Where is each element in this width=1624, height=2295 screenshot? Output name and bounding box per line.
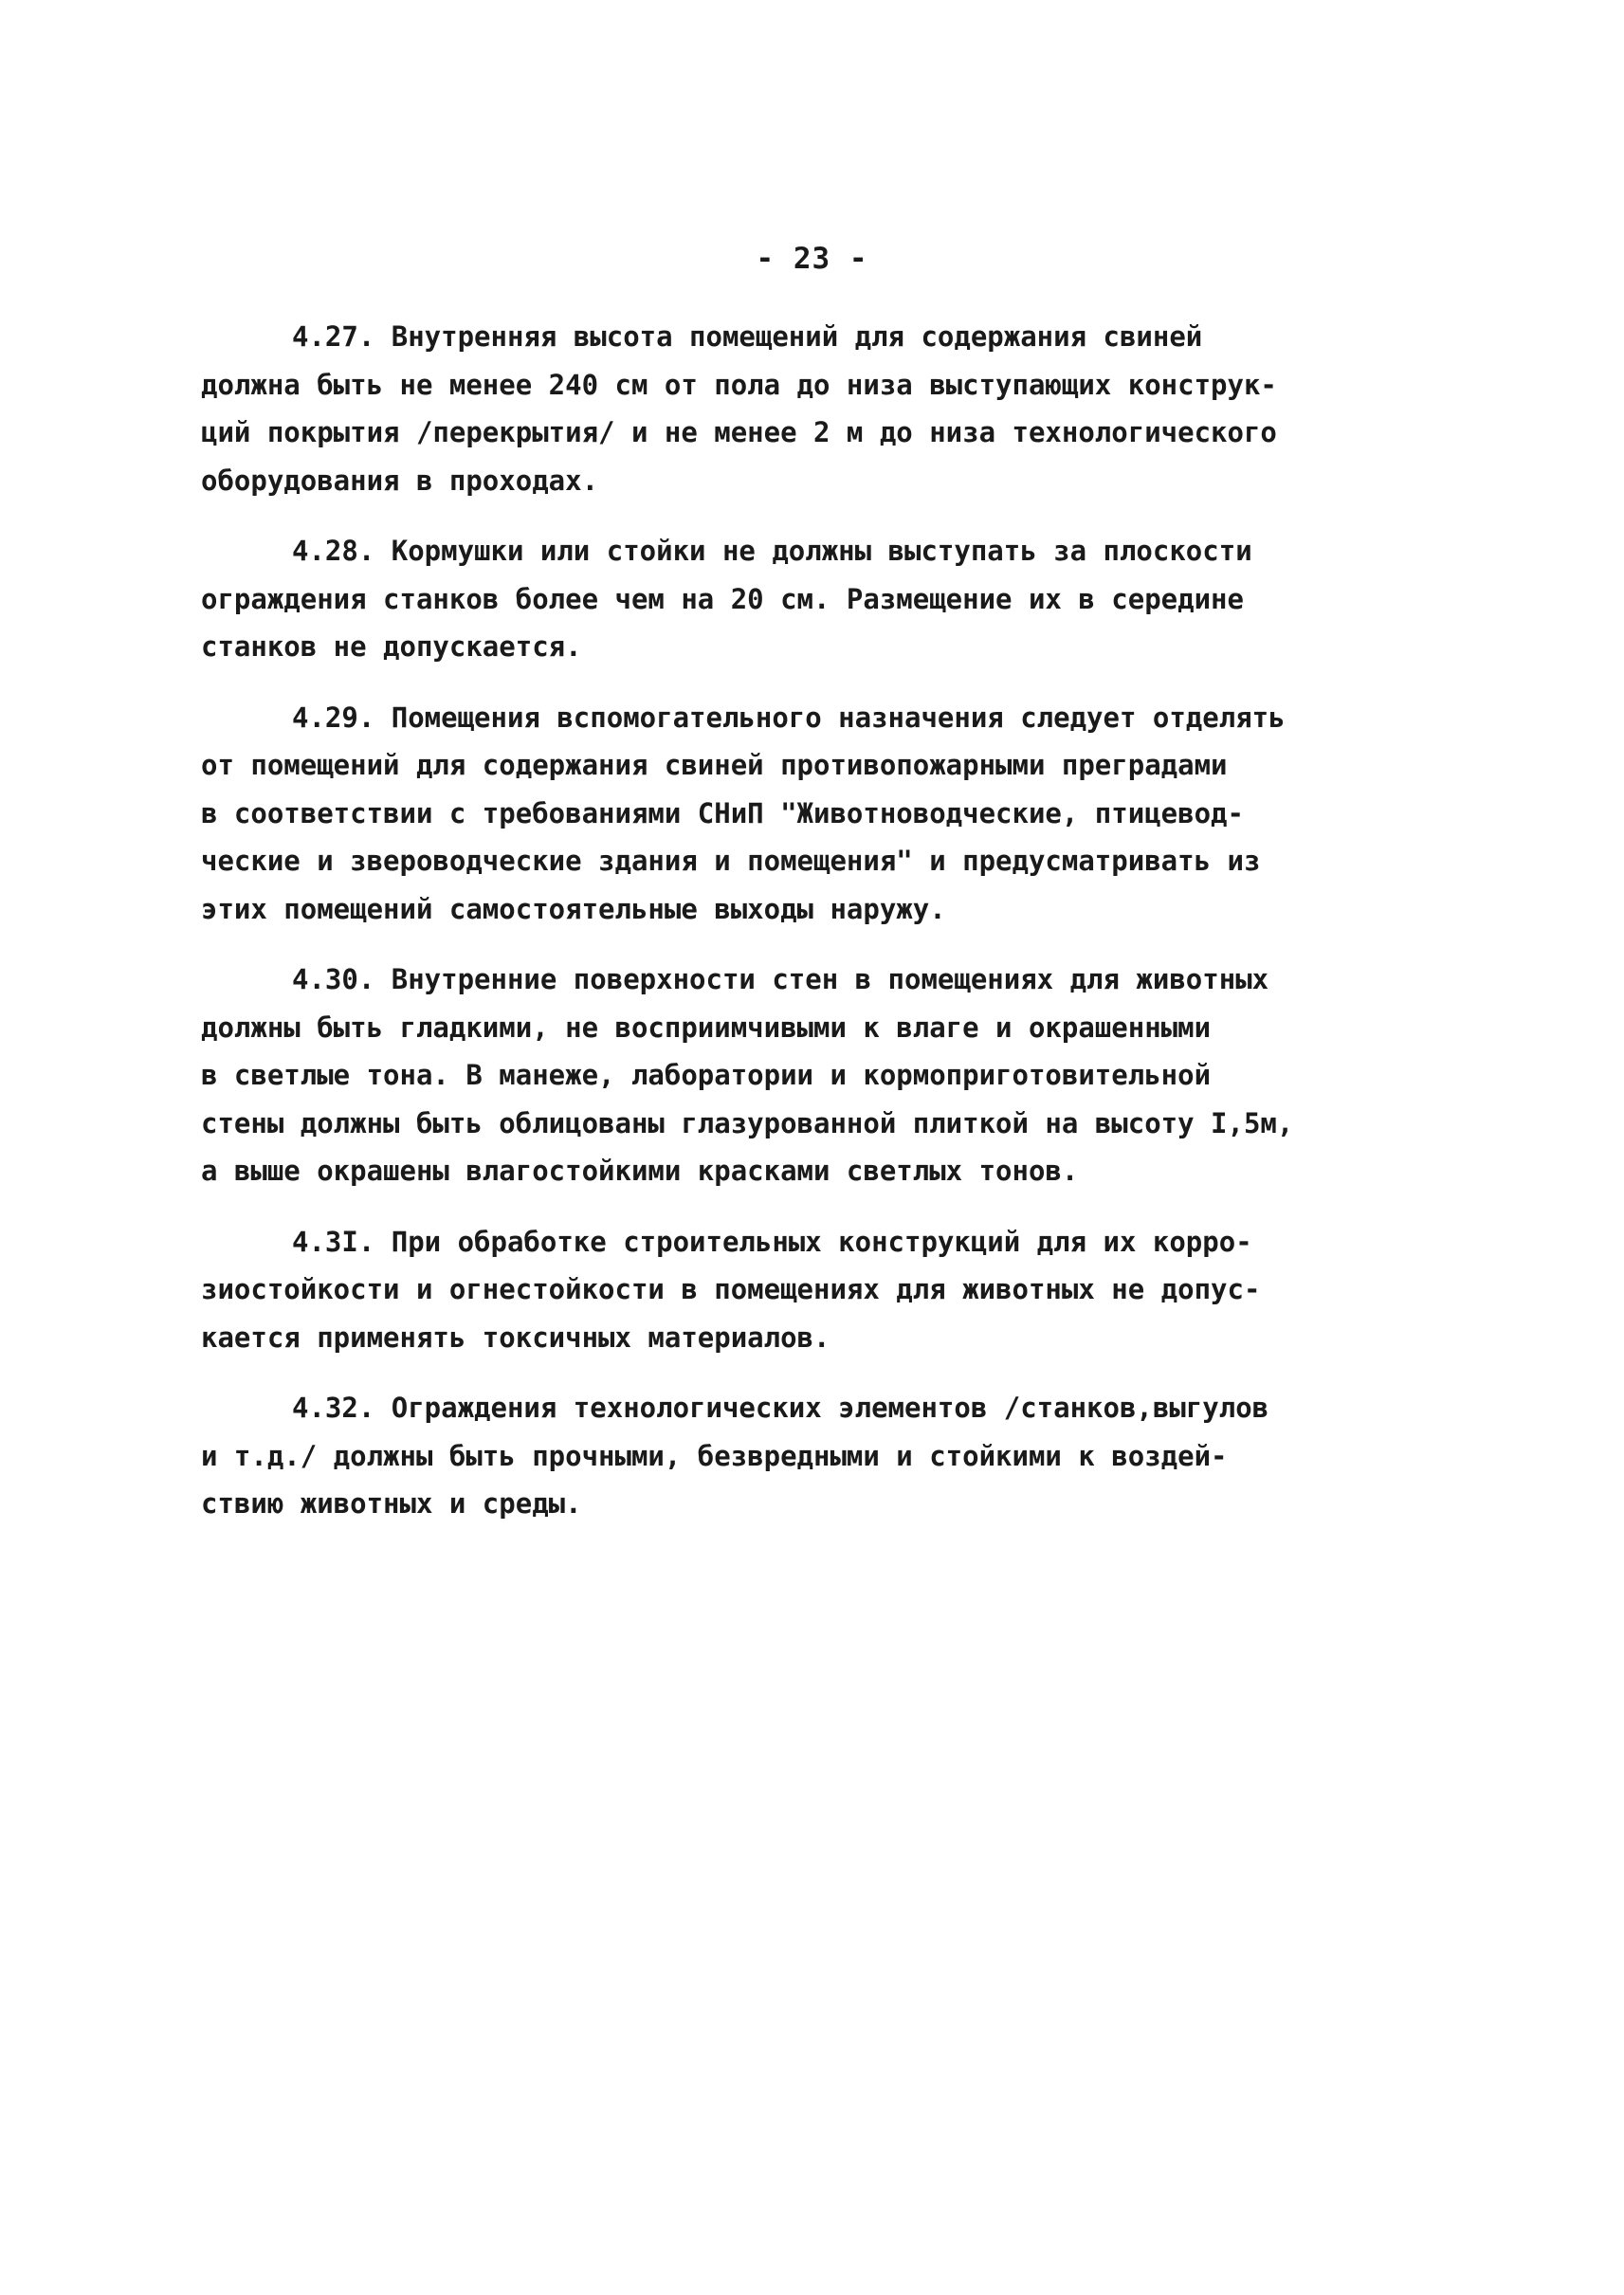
paragraph-line: станков не допускается. bbox=[201, 630, 582, 663]
paragraph-line: ограждения станков более чем на 20 см. Размещение их в середине bbox=[201, 582, 1244, 615]
page-number: - 23 - bbox=[756, 242, 868, 276]
paragraph-line: а выше окрашены влагостойкими красками светлых тонов. bbox=[201, 1155, 1079, 1187]
paragraph-4-28 bbox=[201, 527, 1433, 671]
paragraph-4-29 bbox=[201, 694, 1433, 934]
paragraph-line: 4.27. Внутренняя высота помещений для содержания свиней bbox=[292, 320, 1203, 353]
paragraph-line: и т.д./ должны быть прочными, безвредными и стойкими к воздей- bbox=[201, 1439, 1228, 1472]
paragraph-line: 4.32. Ограждения технологических элементов /станков,выгулов bbox=[292, 1392, 1269, 1424]
paragraph-line: от помещений для содержания свиней противопожарными преградами bbox=[201, 749, 1228, 781]
paragraph-line: зиостойкости и огнестойкости в помещениях для животных не допус- bbox=[201, 1273, 1261, 1305]
paragraph-line: стены должны быть облицованы глазурованной плиткой на высоту I,5м, bbox=[201, 1106, 1294, 1139]
paragraph-line: ций покрытия /перекрытия/ и не менее 2 м до низа технологического bbox=[201, 416, 1277, 448]
paragraph-line: должна быть не менее 240 см от пола до низа выступающих конструк- bbox=[201, 368, 1277, 401]
paragraph-line: этих помещений самостоятельные выходы наружу. bbox=[201, 892, 946, 925]
document-body bbox=[201, 313, 1433, 1551]
paragraph-4-31 bbox=[201, 1218, 1433, 1362]
paragraph-line: 4.29. Помещения вспомогательного назначения следует отделять bbox=[292, 701, 1286, 734]
paragraph-line: ствию животных и среды. bbox=[201, 1487, 582, 1520]
paragraph-line: в соответствии с требованиями СНиП "Животноводческие, птицевод- bbox=[201, 796, 1244, 829]
paragraph-line: оборудования в проходах. bbox=[201, 464, 599, 497]
paragraph-line: кается применять токсичных материалов. bbox=[201, 1321, 830, 1354]
paragraph-4-32 bbox=[201, 1384, 1433, 1528]
paragraph-4-27 bbox=[201, 313, 1433, 504]
paragraph-line: ческие и звероводческие здания и помещения" и предусматривать из bbox=[201, 845, 1261, 877]
paragraph-4-30 bbox=[201, 956, 1433, 1195]
paragraph-line: 4.28. Кормушки или стойки не должны выступать за плоскости bbox=[292, 535, 1252, 567]
paragraph-line: должны быть гладкими, не восприимчивыми к влаге и окрашенными bbox=[201, 1011, 1212, 1044]
paragraph-line: 4.30. Внутренние поверхности стен в помещениях для животных bbox=[292, 963, 1269, 995]
paragraph-line: в светлые тона. В манеже, лаборатории и кормоприготовительной bbox=[201, 1059, 1212, 1091]
paragraph-line: 4.3I. При обработке строительных конструкций для их корро- bbox=[292, 1225, 1252, 1258]
